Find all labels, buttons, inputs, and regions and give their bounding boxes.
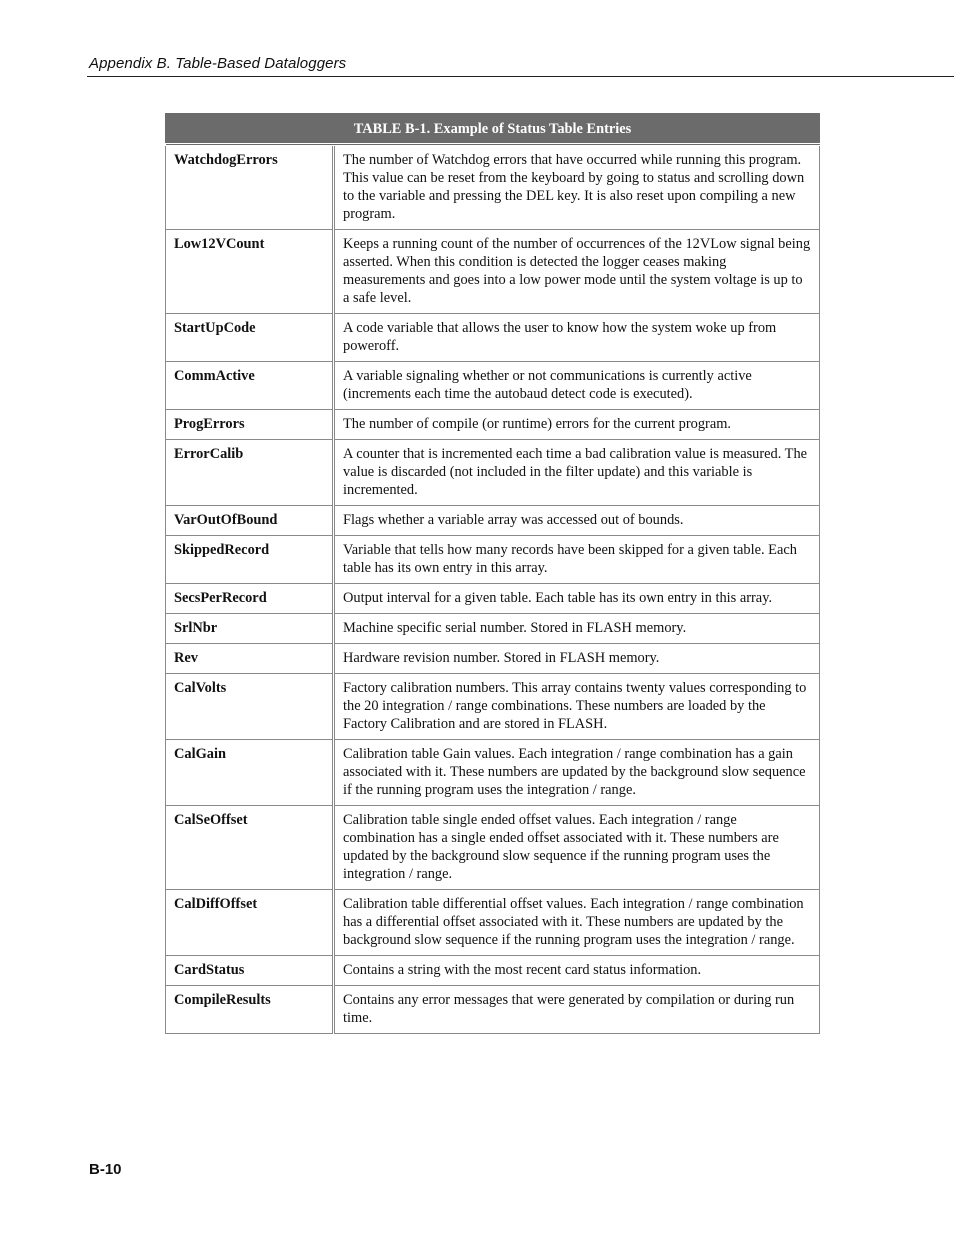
entry-description: Hardware revision number. Stored in FLASH memory. — [334, 644, 820, 674]
entry-name: SkippedRecord — [166, 536, 334, 584]
entry-description: A counter that is incremented each time a bad calibration value is measured. The value is discarded (not included in the filter update) and this variable is incremented. — [334, 440, 820, 506]
table-row — [166, 890, 820, 956]
entry-description: Machine specific serial number. Stored in FLASH memory. — [334, 614, 820, 644]
entry-description: The number of compile (or runtime) errors for the current program. — [334, 410, 820, 440]
entry-description: A variable signaling whether or not communications is currently active (increments each time the autobaud detect code is executed). — [334, 362, 820, 410]
entry-description: A code variable that allows the user to know how the system woke up from poweroff. — [334, 314, 820, 362]
entry-description: Keeps a running count of the number of occurrences of the 12VLow signal being asserted. When this condition is detected the logger ceases making measurements and goes into a low power mode until the system voltage is up to a safe level. — [334, 230, 820, 314]
table-row — [166, 614, 820, 644]
table-row — [166, 230, 820, 314]
table-row — [166, 956, 820, 986]
table-row — [166, 440, 820, 506]
entry-name: CalGain — [166, 740, 334, 806]
entry-description: The number of Watchdog errors that have occurred while running this program. This value can be reset from the keyboard by going to status and scrolling down to the variable and pressing the DEL key. It is also reset upon compiling a new program. — [334, 145, 820, 230]
entry-description: Flags whether a variable array was accessed out of bounds. — [334, 506, 820, 536]
status-table — [165, 113, 820, 1034]
running-header: Appendix B. Table-Based Dataloggers — [89, 55, 347, 72]
table-row — [166, 506, 820, 536]
entry-name: CommActive — [166, 362, 334, 410]
table-row — [166, 584, 820, 614]
entry-name: Low12VCount — [166, 230, 334, 314]
page-number: B-10 — [89, 1161, 122, 1178]
table-row — [166, 536, 820, 584]
table-title-row — [166, 114, 820, 145]
table-body — [166, 145, 820, 1034]
entry-name: StartUpCode — [166, 314, 334, 362]
entry-description: Factory calibration numbers. This array contains twenty values corresponding to the 20 integration / range combinations. These numbers are loaded by the Factory Calibration and are stored in FLASH. — [334, 674, 820, 740]
table-row — [166, 740, 820, 806]
entry-description: Calibration table Gain values. Each integration / range combination has a gain associated with it. These numbers are updated by the background slow sequence if the running program uses the integration / range. — [334, 740, 820, 806]
entry-name: SrlNbr — [166, 614, 334, 644]
table-row — [166, 145, 820, 230]
entry-description: Calibration table differential offset values. Each integration / range combination has a differential offset associated with it. These numbers are updated by the background slow sequence if the running program uses the integration / range. — [334, 890, 820, 956]
header-rule — [87, 76, 954, 77]
entry-name: CompileResults — [166, 986, 334, 1034]
table-row — [166, 362, 820, 410]
table-title: TABLE B-1. Example of Status Table Entries — [166, 114, 820, 145]
table-row — [166, 986, 820, 1034]
table-row — [166, 314, 820, 362]
entry-name: Rev — [166, 644, 334, 674]
entry-description: Output interval for a given table. Each table has its own entry in this array. — [334, 584, 820, 614]
table-row — [166, 674, 820, 740]
entry-name: SecsPerRecord — [166, 584, 334, 614]
table-row — [166, 644, 820, 674]
table-row — [166, 410, 820, 440]
entry-name: CardStatus — [166, 956, 334, 986]
entry-name: ErrorCalib — [166, 440, 334, 506]
entry-name: ProgErrors — [166, 410, 334, 440]
entry-description: Contains a string with the most recent card status information. — [334, 956, 820, 986]
entry-name: WatchdogErrors — [166, 145, 334, 230]
entry-name: VarOutOfBound — [166, 506, 334, 536]
table-row — [166, 806, 820, 890]
entry-description: Variable that tells how many records have been skipped for a given table. Each table has its own entry in this array. — [334, 536, 820, 584]
entry-name: CalVolts — [166, 674, 334, 740]
entry-description: Contains any error messages that were generated by compilation or during run time. — [334, 986, 820, 1034]
entry-name: CalSeOffset — [166, 806, 334, 890]
entry-description: Calibration table single ended offset values. Each integration / range combination has a single ended offset associated with it. These numbers are updated by the background slow sequence if the running program uses the integration / range. — [334, 806, 820, 890]
entry-name: CalDiffOffset — [166, 890, 334, 956]
